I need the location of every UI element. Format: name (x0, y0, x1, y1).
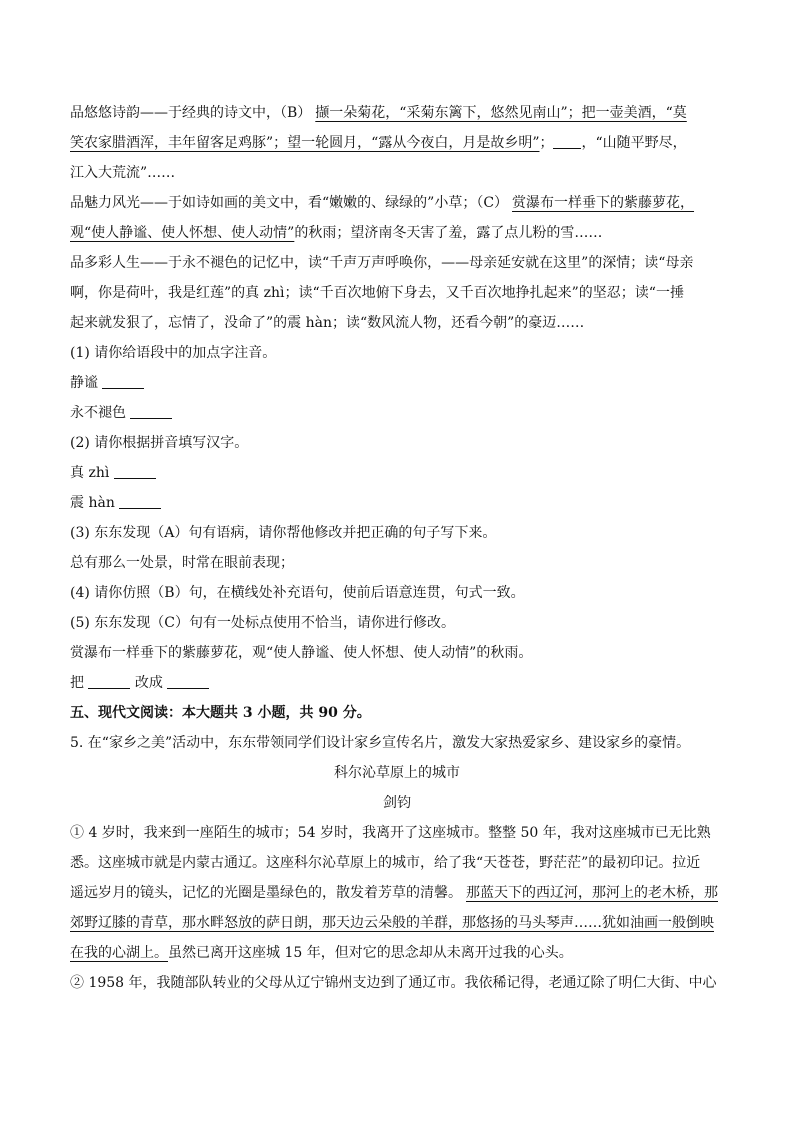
article-p1-underlined-2: 郊野辽膝的青草，那水畔怒放的萨日朗，那天边云朵般的羊群，那悠扬的马头琴声……犹如油画一般倒映 (70, 915, 714, 931)
question-1b (70, 398, 724, 428)
para3-line1: 品多彩人生——于永不褪色的记忆中，读“千声万声呼唤你，——母亲延安就在这里”的深情；读“母亲 (70, 255, 694, 271)
para1-line2 (70, 128, 724, 158)
answer-blank-5-to[interactable] (167, 670, 209, 689)
question-2a (70, 458, 724, 488)
question-1a (70, 368, 724, 398)
sentence-c-underlined-1: 赏瀑布一样垂下的紫藤萝花， (512, 195, 695, 211)
para1-after-blank: ，“山随平野尽， (581, 135, 687, 151)
sentence-b-underlined-2: 笑农家腊酒浑，丰年留客足鸡豚”；望一轮圆月，“露从今夜白，月是故乡明” (70, 135, 540, 151)
answer-blank-2a[interactable] (114, 460, 156, 479)
section-5-text-a: 五、现代文阅读：本大题共 (70, 705, 243, 721)
question-5-answer (70, 668, 724, 698)
ba-label: 把 (70, 675, 84, 691)
article-p1-line3 (70, 878, 724, 908)
article-p1-line3-plain: 遥远岁月的镜头，记忆的光圈是墨绿色的，散发着芳草的清馨。 (70, 885, 462, 901)
section-5-heading (70, 698, 724, 728)
para1-line3: 江入大荒流”…… (70, 165, 176, 181)
answer-blank-1a[interactable] (102, 370, 144, 389)
gaicheng-label: 改成 (134, 675, 163, 691)
para1-lead: 品悠悠诗韵——于经典的诗文中，（B） (70, 105, 312, 121)
section-5-score: 90 (318, 705, 338, 721)
question-4-prompt: (4) 请你仿照（B）句，在横线处补充语句，使前后语意连贯，句式一致。 (70, 585, 525, 601)
question-3-prompt: (3) 东东发现（A）句有语病，请你帮他修改并把正确的句子写下来。 (70, 525, 497, 541)
question-2b (70, 488, 724, 518)
question-1a-label: 静谧 (70, 375, 98, 391)
section-5-text-b: 小题，共 (252, 705, 319, 721)
para2-tail: 的秋雨；望济南冬天害了羞，露了点儿粉的雪…… (294, 225, 603, 241)
answer-blank-5-from[interactable] (88, 670, 130, 689)
para1-line1 (70, 98, 724, 128)
article-p1-underlined-3: 在我的心湖上。 (70, 945, 168, 961)
document-body (70, 98, 724, 998)
para2-line2 (70, 218, 724, 248)
sentence-c-underlined-2: 观“使人静谧、使人怀想、使人动情” (70, 225, 295, 241)
article-p1-line1: ① 4 岁时，我来到一座陌生的城市；54 岁时，我离开了这座城市。整整 50 年，我对这座城市已无比熟 (70, 825, 711, 841)
article-title: 科尔沁草原上的城市 (334, 765, 460, 781)
question-5-prompt: (5) 东东发现（C）句有一处标点使用不恰当，请你进行修改。 (70, 615, 455, 631)
question-1-prompt: (1) 请你给语段中的加点字注音。 (70, 345, 277, 361)
question-1b-label: 永不褪色 (70, 405, 126, 421)
article-p1-line5 (70, 938, 724, 968)
para2-line1 (70, 188, 724, 218)
answer-blank-2b[interactable] (119, 490, 161, 509)
para3-line3: 起来就发狠了，忘情了，没命了”的震 hàn；读“数风流人物，还看今朝”的豪迈…… (70, 315, 585, 331)
section-5-count: 3 (242, 705, 253, 721)
question-2b-label: 震 hàn (70, 495, 115, 511)
sentence-b-underlined-1: 撷一朵菊花，“采菊东篱下，悠然见南山”；把一壶美酒，“莫 (315, 105, 687, 121)
section-5-text-c: 分。 (337, 705, 371, 721)
para2-lead: 品魅力风光——于如诗如画的美文中，看“嫩嫩的、绿绿的”小草；（C） (70, 195, 509, 211)
question-2a-label: 真 zhì (70, 465, 110, 481)
article-p2-line1: ② 1958 年，我随部队转业的父母从辽宁锦州支边到了通辽市。我依稀记得，老通辽除了明仁大街、中心 (70, 975, 717, 991)
question-2-prompt: (2) 请你根据拼音填写汉字。 (70, 435, 249, 451)
para1-semicolon: ； (539, 135, 554, 151)
question-3-sentence: 总有那么一处景，时常在眼前表现； (70, 555, 294, 571)
fill-blank-b[interactable] (553, 130, 581, 149)
article-author: 剑钧 (383, 795, 411, 811)
article-p1-line2: 悉。这座城市就是内蒙古通辽。这座科尔沁草原上的城市，给了我“天苍苍，野茫茫”的最初印记。拉近 (70, 855, 701, 871)
answer-blank-1b[interactable] (130, 400, 172, 419)
article-p1-line5-plain: 虽然已离开这座城 15 年，但对它的思念却从未离开过我的心头。 (168, 945, 573, 961)
para3-line2: 啊，你是荷叶，我是红莲”的真 zhì；读“千百次地俯下身去，又千百次地挣扎起来”的坚忍；读“一捶 (70, 285, 684, 301)
question-5-sentence: 赏瀑布一样垂下的紫藤萝花，观“使人静谧、使人怀想、使人动情”的秋雨。 (70, 645, 533, 661)
article-p1-underlined-1: 那蓝天下的西辽河，那河上的老木桥，那 (466, 885, 718, 901)
article-p1-line4 (70, 908, 724, 938)
question-5-intro: 5. 在“家乡之美”活动中，东东带领同学们设计家乡宣传名片，激发大家热爱家乡、建设家乡的豪情。 (70, 735, 691, 751)
